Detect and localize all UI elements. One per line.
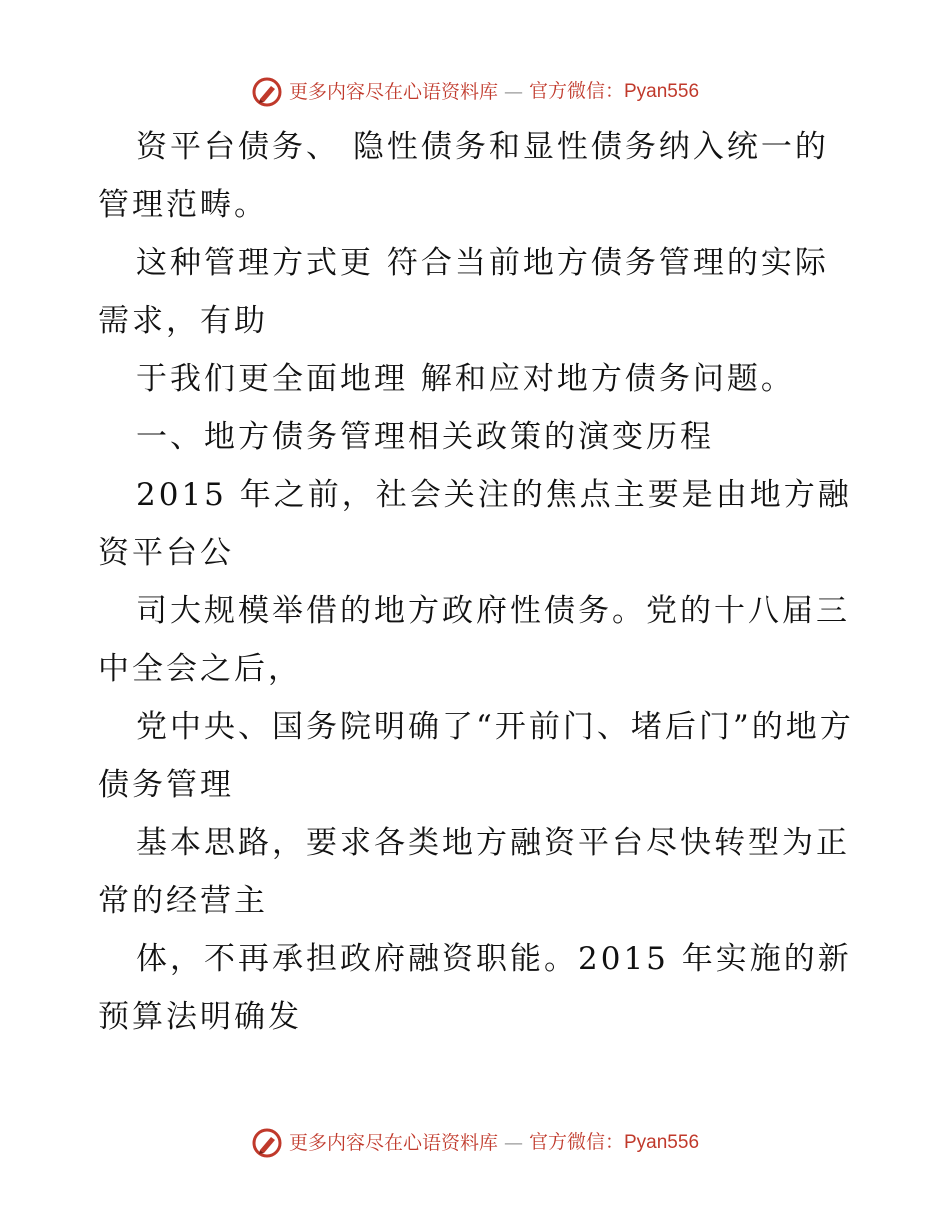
paragraph: 司大规模举借的地方政府性债务。党的十八届三中全会之后，: [98, 593, 850, 687]
paragraph: 2015 年之前，社会关注的焦点主要是由地方融资平台公: [98, 477, 852, 571]
watermark-separator: —: [504, 1132, 523, 1154]
footer-watermark: [0, 1127, 950, 1159]
header-watermark: [0, 76, 950, 108]
paragraph: 资平台债务、 隐性债务和显性债务纳入统一的管理范畴。: [98, 129, 829, 223]
paragraph: 基本思路，要求各类地方融资平台尽快转型为正常的经营主: [98, 825, 850, 919]
paragraph: 党中央、国务院明确了“开前门、堵后门”的地方债务管理: [98, 709, 854, 803]
pen-logo-icon: [251, 76, 283, 108]
watermark-wechat: 官方微信：Pyan556: [529, 81, 700, 102]
paragraph: 于我们更全面地理 解和应对地方债务问题。: [136, 361, 795, 397]
watermark-wechat: 官方微信：Pyan556: [529, 1132, 700, 1153]
section-heading: 一、地方债务管理相关政策的演变历程: [136, 419, 714, 455]
pen-logo-icon: [251, 1127, 283, 1159]
watermark-text: 更多内容尽在心语资料库: [288, 1132, 498, 1154]
watermark-separator: —: [504, 81, 523, 103]
paragraph: 这种管理方式更 符合当前地方债务管理的实际需求，有助: [98, 245, 829, 339]
watermark-text: 更多内容尽在心语资料库: [288, 81, 498, 103]
paragraph: 体，不再承担政府融资职能。2015 年实施的新预算法明确发: [98, 941, 852, 1035]
document-body: [98, 118, 858, 1046]
